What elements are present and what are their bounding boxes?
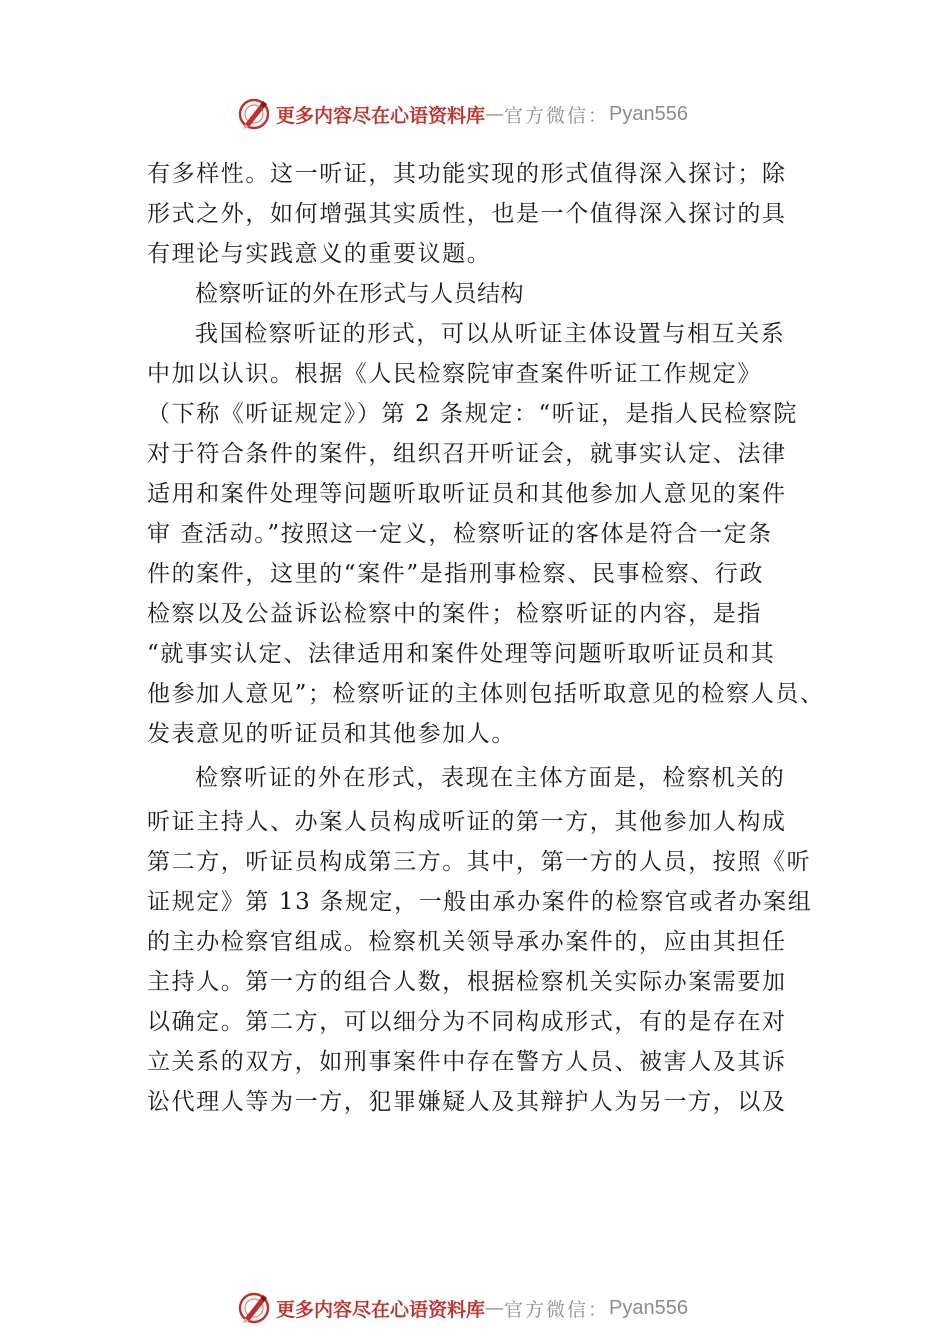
body-text xyxy=(147,154,825,1122)
text-line: 有多样性。这一听证，其功能实现的形式值得深入探讨；除 xyxy=(147,161,787,187)
text-line: 形式之外，如何增强其实质性，也是一个值得深入探讨的具 xyxy=(147,201,787,227)
text-line: 我国检察听证的形式，可以从听证主体设置与相互关系 xyxy=(195,321,786,347)
text-line: 审 查活动。”按照这一定义，检察听证的客体是符合一定条 xyxy=(147,521,773,547)
banner-separator: — xyxy=(485,1297,505,1319)
header-banner xyxy=(236,96,736,132)
text-line: （下称《听证规定》）第 2 条规定：“听证，是指人民检察院 xyxy=(147,401,798,427)
text-line: 发表意见的听证员和其他参加人。 xyxy=(147,721,516,747)
pen-logo-icon xyxy=(236,1290,272,1326)
text-line: 的主办检察官组成。检察机关领导承办案件的，应由其担任 xyxy=(147,929,787,955)
banner-title: 更多内容尽在心语资料库 xyxy=(276,1298,486,1321)
text-line: 证规定》第 13 条规定，一般由承办案件的检察官或者办案组 xyxy=(147,889,813,915)
pen-logo-icon xyxy=(236,96,272,132)
text-line: 对于符合条件的案件，组织召开听证会，就事实认定、法律 xyxy=(147,441,787,467)
text-line: 他参加人意见”；检察听证的主体则包括听取意见的检察人员、 xyxy=(147,681,825,707)
text-line: 检察听证的外在形式，表现在主体方面是，检察机关的 xyxy=(195,765,786,791)
banner-title: 更多内容尽在心语资料库 xyxy=(276,104,486,127)
text-line: 有理论与实践意义的重要议题。 xyxy=(147,241,492,267)
banner-wechat-id: Pyan556 xyxy=(609,102,688,125)
section-heading: 检察听证的外在形式与人员结构 xyxy=(195,281,524,307)
banner-separator: — xyxy=(485,103,505,125)
text-line: “就事实认定、法律适用和案件处理等问题听取听证员和其 xyxy=(147,641,776,667)
banner-wechat-label: 官方微信： xyxy=(504,104,610,127)
text-line: 检察以及公益诉讼检察中的案件；检察听证的内容，是指 xyxy=(147,601,762,627)
text-line: 立关系的双方，如刑事案件中存在警方人员、被害人及其诉 xyxy=(147,1049,787,1075)
text-line: 中加以认识。根据《人民检察院审查案件听证工作规定》 xyxy=(147,361,762,387)
text-line: 讼代理人等为一方，犯罪嫌疑人及其辩护人为另一方，以及 xyxy=(147,1089,787,1115)
banner-wechat-id: Pyan556 xyxy=(609,1296,688,1319)
text-line: 第二方，听证员构成第三方。其中，第一方的人员，按照《听 xyxy=(147,849,812,875)
text-line: 以确定。第二方，可以细分为不同构成形式，有的是存在对 xyxy=(147,1009,787,1035)
banner-wechat-label: 官方微信： xyxy=(504,1298,610,1321)
footer-banner xyxy=(236,1290,736,1326)
text-line: 件的案件，这里的“案件”是指刑事检察、民事检察、行政 xyxy=(147,561,765,587)
text-line: 听证主持人、办案人员构成听证的第一方，其他参加人构成 xyxy=(147,809,787,835)
text-line: 适用和案件处理等问题听取听证员和其他参加人意见的案件 xyxy=(147,481,787,507)
text-line: 主持人。第一方的组合人数，根据检察机关实际办案需要加 xyxy=(147,969,787,995)
